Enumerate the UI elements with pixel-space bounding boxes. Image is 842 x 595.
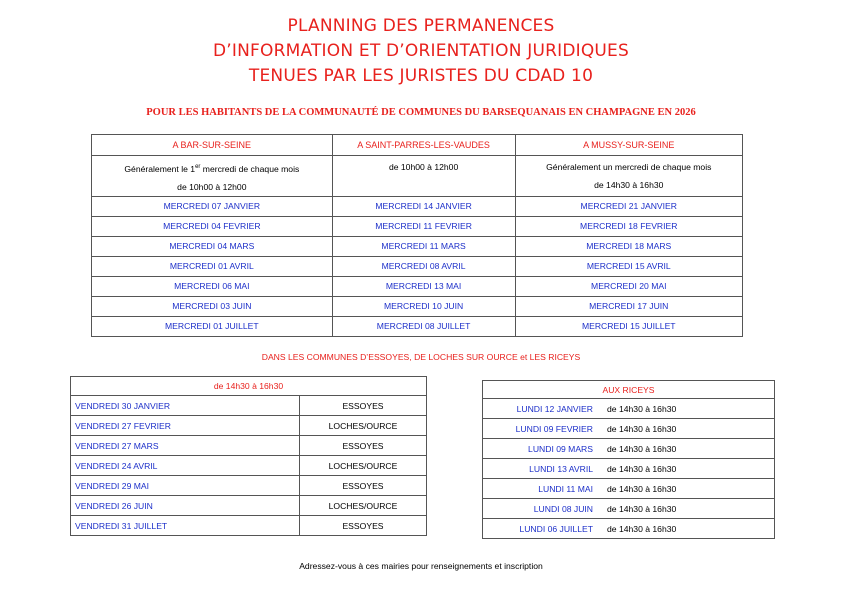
date-text: LUNDI 12 JANVIER [516,403,593,414]
date-cell: MERCREDI 21 JANVIER [515,196,742,216]
time-text: de 14h30 à 16h30 [607,443,677,454]
date-cell: MERCREDI 18 FEVRIER [515,216,742,236]
riceys-cell [483,499,775,519]
table-row [483,499,775,519]
date-text: LUNDI 13 AVRIL [529,463,593,474]
date-text: LUNDI 08 JUIN [533,503,593,514]
riceys-cell [483,399,775,419]
info-col1-sup: er [195,164,201,170]
time-text: de 14h30 à 16h30 [607,523,677,534]
table-row [92,296,743,316]
essoyes-table-header: de 14h30 à 16h30 [71,377,427,396]
table-row [71,496,427,516]
riceys-table-header-row [483,381,775,399]
subtitle: POUR LES HABITANTS DE LA COMMUNAUTÉ DE COMMUNES DU BARSEQUANAIS EN CHAMPAGNE EN 2026 [146,107,696,118]
section-heading: DANS LES COMMUNES D’ESSOYES, DE LOCHES SUR OURCE et LES RICEYS [261,352,581,362]
date-cell: MERCREDI 11 MARS [332,236,515,256]
essoyes-loches-table [70,376,427,536]
info-saint-parres: de 10h00 à 12h00 [332,156,515,197]
date-cell: VENDREDI 27 MARS [71,436,300,456]
header-mussy-sur-seine: A MUSSY-SUR-SEINE [515,135,742,156]
riceys-table-header: AUX RICEYS [483,381,775,399]
info-col3-a: Généralement un mercredi de chaque mois [546,162,712,172]
riceys-cell [483,479,775,499]
info-col1-b: mercredi de chaque mois [200,163,300,174]
date-cell: MERCREDI 13 MAI [332,276,515,296]
table-row [483,519,775,539]
place-cell: ESSOYES [300,516,427,536]
table-row [71,456,427,476]
table-row [92,216,743,236]
info-col1-c: de 10h00 à 12h00 [177,181,247,192]
table-row [483,459,775,479]
riceys-cell [483,419,775,439]
date-cell: MERCREDI 10 JUIN [332,296,515,316]
title-line-1: PLANNING DES PERMANENCES [287,16,555,36]
main-table-info-row [92,156,743,197]
date-text: LUNDI 09 FEVRIER [515,423,593,434]
main-table-header-row [92,135,743,156]
title-line-3: TENUES PAR LES JURISTES DU CDAD 10 [248,66,594,86]
table-row [71,476,427,496]
place-cell: LOCHES/OURCE [300,416,427,436]
table-row [483,419,775,439]
table-row [483,479,775,499]
date-cell: VENDREDI 26 JUIN [71,496,300,516]
date-cell: MERCREDI 07 JANVIER [92,196,333,216]
place-cell: ESSOYES [300,396,427,416]
date-cell: VENDREDI 30 JANVIER [71,396,300,416]
time-text: de 14h30 à 16h30 [607,503,677,514]
date-text: LUNDI 11 MAI [538,483,593,494]
time-text: de 14h30 à 16h30 [607,463,677,474]
table-row [71,436,427,456]
header-bar-sur-seine: A BAR-SUR-SEINE [92,135,333,156]
place-cell: ESSOYES [300,436,427,456]
place-cell: LOCHES/OURCE [300,456,427,476]
date-cell: VENDREDI 31 JUILLET [71,516,300,536]
date-cell: MERCREDI 01 AVRIL [92,256,333,276]
date-cell: VENDREDI 29 MAI [71,476,300,496]
place-cell: ESSOYES [300,476,427,496]
table-row [92,276,743,296]
main-schedule-table [91,134,743,337]
table-row [71,396,427,416]
info-col3-b: de 14h30 à 16h30 [594,180,664,190]
date-cell: MERCREDI 14 JANVIER [332,196,515,216]
date-cell: MERCREDI 08 AVRIL [332,256,515,276]
date-cell: MERCREDI 04 MARS [92,236,333,256]
date-cell: MERCREDI 20 MAI [515,276,742,296]
date-cell: VENDREDI 27 FEVRIER [71,416,300,436]
date-cell: MERCREDI 08 JUILLET [332,316,515,336]
time-text: de 14h30 à 16h30 [607,403,677,414]
date-cell: MERCREDI 01 JUILLET [92,316,333,336]
date-cell: MERCREDI 11 FEVRIER [332,216,515,236]
table-row [483,399,775,419]
date-cell: MERCREDI 18 MARS [515,236,742,256]
riceys-cell [483,519,775,539]
date-text: LUNDI 09 MARS [528,443,593,454]
riceys-table [482,380,775,539]
date-cell: MERCREDI 15 JUILLET [515,316,742,336]
date-cell: MERCREDI 17 JUIN [515,296,742,316]
time-text: de 14h30 à 16h30 [607,483,677,494]
riceys-cell [483,459,775,479]
time-text: de 14h30 à 16h30 [607,423,677,434]
date-cell: MERCREDI 15 AVRIL [515,256,742,276]
date-cell: MERCREDI 04 FEVRIER [92,216,333,236]
footer-note: Adressez-vous à ces mairies pour renseignements et inscription [299,561,543,571]
essoyes-table-header-row [71,377,427,396]
table-row [483,439,775,459]
info-mussy-sur-seine [515,156,742,197]
date-cell: MERCREDI 06 MAI [92,276,333,296]
place-cell: LOCHES/OURCE [300,496,427,516]
date-cell: VENDREDI 24 AVRIL [71,456,300,476]
table-row [92,256,743,276]
table-row [71,416,427,436]
table-row [92,316,743,336]
header-saint-parres: A SAINT-PARRES-LES-VAUDES [332,135,515,156]
info-col1-a: Généralement le 1 [124,163,196,174]
date-text: LUNDI 06 JUILLET [519,523,593,534]
date-cell: MERCREDI 03 JUIN [92,296,333,316]
table-row [71,516,427,536]
info-bar-sur-seine [92,156,333,197]
table-row [92,196,743,216]
riceys-cell [483,439,775,459]
table-row [92,236,743,256]
title-line-2: D’INFORMATION ET D’ORIENTATION JURIDIQUES [213,41,629,61]
